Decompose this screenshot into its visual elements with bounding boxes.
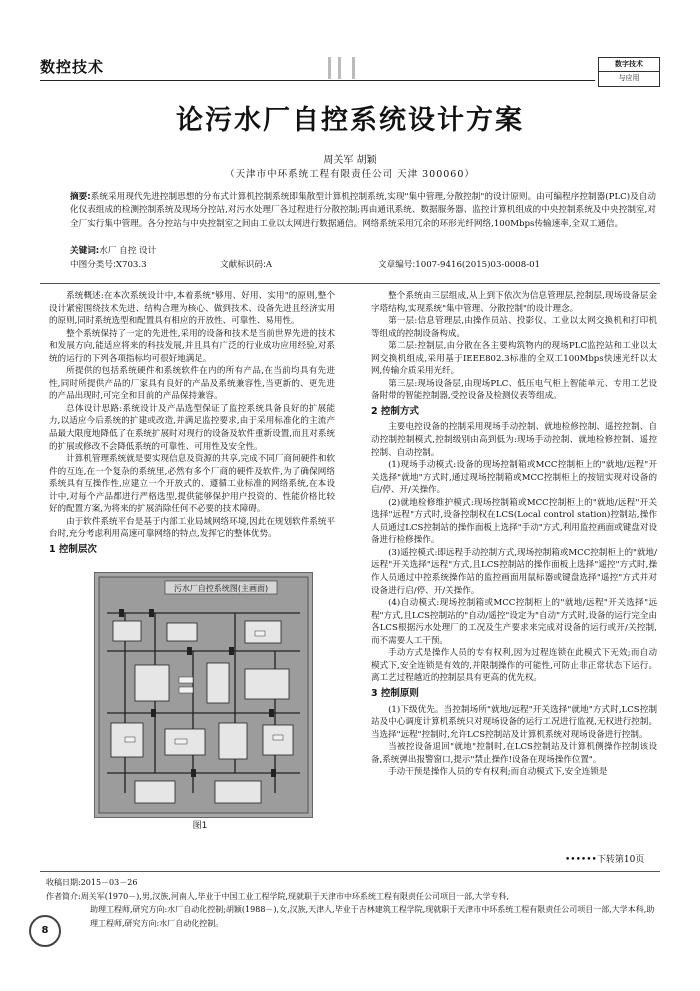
paragraph: (1)现场手动模式:设备的现场控制箱或MCC控制柜上的"就地/远程"开关选择"就地"方式时,通过现场控制箱或MCC控制柜上的按钮实现对设备的启/停、开/关操作。 [371,460,657,496]
paragraph: 总体设计思路:系统设计及产品选型保证了监控系统具备良好的扩展能力,以适应今后系统的扩建或改造,并满足监控要求,由于采用标准化的主流产品最大限度地降低了在系统扩展时对现行的设备及软件重新设置,而且对系统的扩展或修改不会降低系统的可靠性、可用性及安全性。 [49,403,335,452]
section-heading: 3 控制原则 [371,687,419,699]
figure-caption: 图1 [192,821,208,831]
header-divider [328,57,331,79]
footnote [46,876,660,930]
left-column [49,290,335,559]
footnote-rule [40,871,660,872]
paragraph: 所提供的包括系统硬件和系统软件在内的所有产品,在当前均具有先进性,同时所提供产品的厂家具有良好的产品及系统兼容性,当更新的、更先进的产品出现时,可完全和目前的产品保持兼容。 [49,366,335,402]
received-date: 收稿日期:2015－03－26 [46,878,138,887]
doc-code-label: 文献标识码: [220,260,266,270]
journal-section-label: 数控技术 [40,58,105,76]
author-bio: 作者简介:周关军(1970－),男,汉族,河南人,毕业于中国工业工程学院,现就职于天津市中环系统工程有限责任公司项目一部,大学专科, [46,891,510,901]
paragraph: (3)遥控模式:即远程手动控制方式,现场控制箱或MCC控制柜上的"就地/远程"开关选择"远程"方式,且LCS控制站的操作面板上选择"遥控"方式时,操作人员通过中控系统操作站的监控画面用鼠标器或键盘选择"遥控"方式并对设备进行启/停、开/关操作。 [371,547,657,596]
keywords [70,244,156,256]
figure-screen-title: 污水厂自控系统图(主画面) [173,584,269,593]
abstract-text: 系统采用现代先进控制思想的分布式计算机控制系统即集散型计算机控制系统,实现"集中管理,分散控制"的设计原则。由可编程序控制器(PLC)及自动化仪表组成的检测控制系统及现场分控站,对污水处理厂各过程进行分散控制;再由通讯系统、数据服务器、监控计算机组成的中央控制系统及中央控制室,对全厂实行集中管理。各分控站与中央控制室之间由工业以太网进行数据通信。网络系统采用冗余的环形光纤网络,100Mbps传输速率,全双工通信。 [70,192,656,229]
paragraph: 主要电控设备的控制采用现场手动控制、就地检修控制、遥控控制、自动控制控制模式,控制级别由高到低为:现场手动控制、就地检修控制、遥控控制、自动控制。 [371,422,657,458]
clc-label: 中图分类号: [70,260,116,270]
scada-screenshot [95,573,312,817]
abstract-rule [40,283,660,284]
paragraph: (1)下级优先。当控制场所"就地/远程"开关选择"就地"方式时,LCS控制站及中心调度计算机系统只对现场设备的运行工况进行监视,无权进行控制。当选择"远程"控制时,允许LCS控制站及计算机系统对现场设备进行控制。 [371,704,657,740]
header-divider [338,57,341,79]
paragraph: 第三层:现场设备层,由现场PLC、低压电气柜上智能单元、专用工艺设备附带的智能控制器,受控设备及检测仪表等组成。 [371,378,657,402]
paragraph: (2)就地检修维护模式:现场控制箱或MCC控制柜上的"就地/远程"开关选择"远程"方式时,设备控制权在LCS(Local control station)控制站,操作人员通过LCS控制站的操作面板上选择"手动"方式,利用监控画面或键盘对设备进行检修操作。 [371,497,657,546]
page-number-badge [29,915,61,947]
author-bio: 助理工程师,研究方向:水厂自动化控制;胡颖(1988－),女,汉族,天津人,毕业于吉林建筑工程学院,现就职于天津市中环系统工程有限责任公司项目一部,大学本科,助理工程师,研究方向:水厂自动化控制。 [90,905,655,928]
abstract [70,191,656,231]
section-heading: 1 控制层次 [49,543,97,555]
paragraph: 手动方式是操作人员的专有权利,因为过程连锁在此模式下无效;而自动模式下,安全连锁是有效的,并限制操作的可能性,可防止非正常状态下运行。离工艺过程越近的控制层具有更高的优先权。 [371,648,657,684]
journal-logo-bottom: 与应用 [618,74,640,82]
paragraph: 第一层:信息管理层,由操作员站、投影仪、工业以太网交换机和打印机等组成的控制设备构成。 [371,316,657,339]
section-heading: 2 控制方式 [371,405,419,417]
paragraph: 整个系统由三层组成,从上到下依次为信息管理层,控制层,现场设备层金字塔结构,实现系统"集中管理、分散控制"的设计理念。 [371,291,657,314]
article-number-label: 文章编号: [378,260,416,270]
doc-code-value: A [265,260,273,270]
keywords-text: 水厂 自控 设计 [99,246,157,256]
article-title: 论污水厂自控系统设计方案 [176,105,524,136]
clc-value: X703.3 [115,260,147,270]
continued-note: ••••••下转第10页 [565,855,645,865]
paragraph: 第二层:控制层,由分散在各主要构筑物内的现场PLC监控站和工业以太网交换机组成,采用基于IEEE802.3标准的全双工100Mbps快速光纤以太网,传输介质采用光纤。 [371,341,657,377]
paragraph: 由于软件系统平台是基于内部工业局域网络环境,因此在规划软件系统平台时,充分考虑利用高速可靠网络的特点,发挥它的整体优势。 [49,516,335,540]
article-number-value: 1007-9416(2015)03-0008-01 [415,260,541,270]
affiliation: （天津市中环系统工程有限责任公司 天津 300060） [225,169,475,180]
paragraph: 计算机管理系统就是要实现信息及资源的共享,完成不同厂商间硬件和软件的互连,在一个复杂的系统里,必然有多个厂商的硬件及软件,为了确保网络系统具有互操作性,应建立一个开放式的、遵循工业标准的网络系统,在本设计中,对每个产品都进行严格选型,提供能够保护用户投资的、性能价格比较好的配置方案,为将来的扩展消除任何不必要的技术障碍。 [49,454,335,515]
keywords-label: 关键词: [70,246,100,256]
header-rule [40,80,595,81]
journal-logo [598,57,660,87]
abstract-label: 摘要: [70,192,91,202]
paragraph: 整个系统保持了一定的先进性,采用的设备和技术是当前世界先进的技术和发展方向,能适应将来的科技发展,并且具有广泛的行业成功应用经验,对系统的运行的下列各项指标均可很好地满足。 [49,328,335,364]
paragraph: 系统概述:在本次系统设计中,本着系统"够用、好用、实用"的原则,整个设计紧密围绕技术先进、结构合理为核心、做到技术、设备先进且经济实用的原则,同时系统选型和配置具有相应的开放性、可靠性、易用性。 [49,291,335,327]
authors: 周关军 胡颖 [323,155,377,166]
header-divider [352,57,355,79]
paragraph: 手动干预是操作人员的专有权利;而自动模式下,安全连锁是 [388,767,608,778]
page-number: 8 [41,925,49,936]
journal-logo-top: 数字技术 [599,58,659,72]
paragraph: 当被控设备退回"就地"控制时,在LCS控制站及计算机侧操作控制该设备,系统弹出报警窗口,提示"禁止操作!设备在现场操作位置"。 [371,742,657,765]
right-column [371,290,657,779]
paragraph: (4)自动模式:现场控制箱或MCC控制柜上的"就地/远程"开关选择"远程"方式,且LCS控制站的"自动/遥控"设定为"自动"方式时,设备的运行完全由各LCS根据污水处理厂的工况及生产要求来完成对设备的运行或开/关控制,而不需要人工干预。 [371,598,657,646]
figure-1-image [94,572,313,818]
